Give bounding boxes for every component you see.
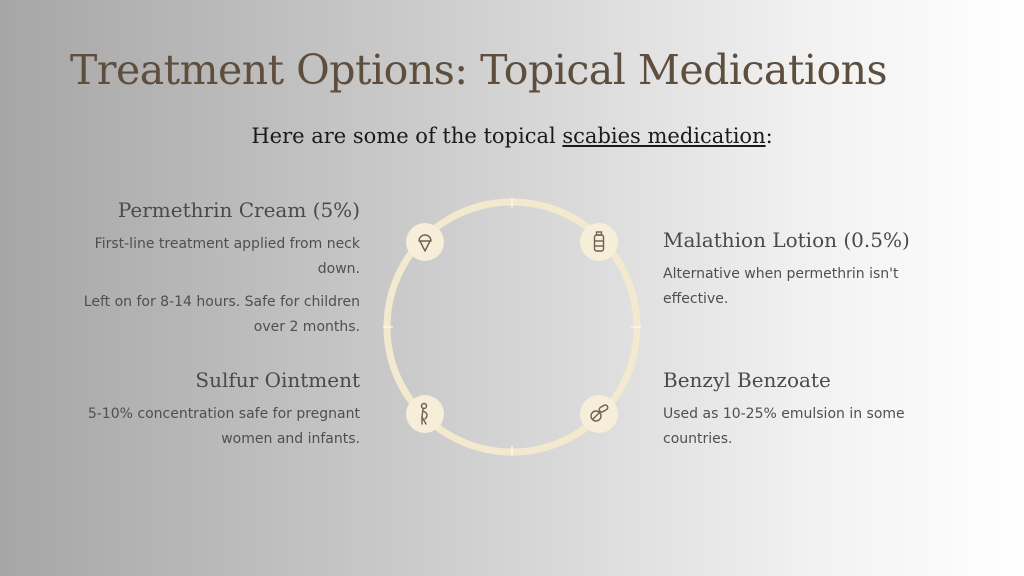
treatment-description: Alternative when permethrin isn't effective. (663, 266, 899, 307)
treatment-description: Left on for 8-14 hours. Safe for children over 2 months. (83, 294, 360, 335)
treatment-permethrin (60, 198, 360, 348)
treatment-description: First-line treatment applied from neck down. (94, 236, 360, 277)
intro-prefix: Here are some of the topical (251, 124, 563, 148)
intro-suffix: : (765, 124, 773, 148)
treatment-name: Benzyl Benzoate (663, 368, 831, 392)
pregnant-woman-icon (406, 395, 444, 433)
treatment-description: Used as 10-25% emulsion in some countries. (663, 406, 905, 447)
scabies-medication-link[interactable]: scabies medication (562, 124, 766, 148)
treatment-name: Permethrin Cream (5%) (117, 198, 360, 222)
treatment-description: 5-10% concentration safe for pregnant women and infants. (87, 406, 360, 447)
intro-text (0, 124, 1024, 148)
ice-cream-icon (406, 223, 444, 261)
page-title: Treatment Options: Topical Medications (70, 46, 888, 94)
treatment-sulfur (60, 368, 360, 460)
pill-icon (580, 395, 618, 433)
treatment-benzyl-benzoate (663, 368, 963, 460)
treatment-name: Malathion Lotion (0.5%) (663, 228, 910, 252)
treatment-cycle-diagram (380, 195, 644, 459)
bottle-icon (580, 223, 618, 261)
treatment-malathion (663, 228, 963, 320)
treatment-name: Sulfur Ointment (195, 368, 360, 392)
